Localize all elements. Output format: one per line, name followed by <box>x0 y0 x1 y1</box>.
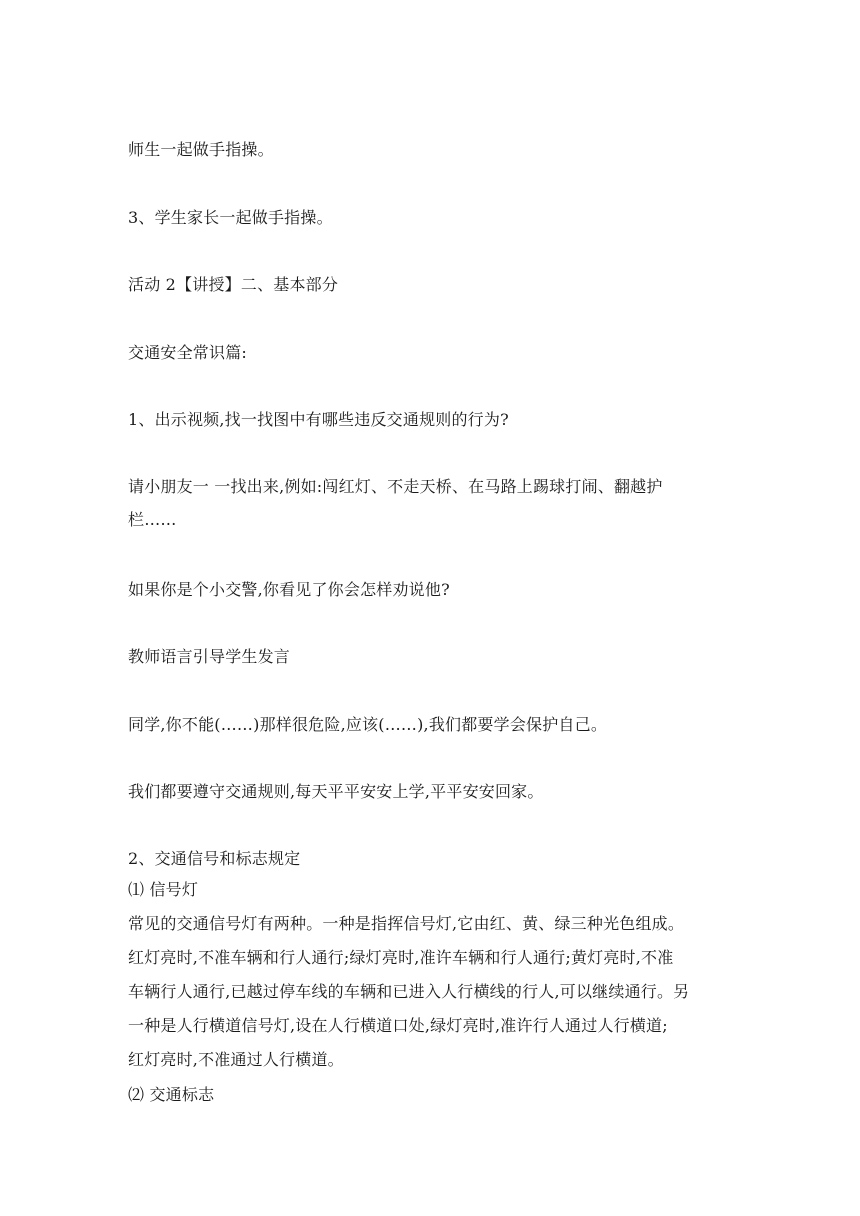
paragraph-signal-lights-line4: 一种是人行横道信号灯,设在人行横道口处,绿灯亮时,准许行人通过人行横道; <box>128 1016 668 1035</box>
paragraph-safety-advice: 同学,你不能(……)那样很危险,应该(……),我们都要学会保护自己。 <box>128 715 608 734</box>
section-heading-activity-2: 活动 2【讲授】二、基本部分 <box>128 275 339 294</box>
section-heading-signals-signs: 2、交通信号和标志规定 <box>128 849 301 868</box>
paragraph-parent-exercise: 3、学生家长一起做手指操。 <box>128 208 333 227</box>
section-heading-traffic-safety: 交通安全常识篇: <box>128 343 247 362</box>
subheading-traffic-signs: ⑵ 交通标志 <box>128 1085 215 1104</box>
paragraph-signal-lights-line5: 红灯亮时,不准通过人行横道。 <box>128 1050 344 1069</box>
subheading-signal-lights: ⑴ 信号灯 <box>128 880 199 899</box>
paragraph-signal-lights-line1: 常见的交通信号灯有两种。一种是指挥信号灯,它由红、黄、绿三种光色组成。 <box>128 914 685 933</box>
paragraph-traffic-police-question: 如果你是个小交警,你看见了你会怎样劝说他? <box>128 580 450 599</box>
paragraph-signal-lights-line3: 车辆行人通行,已越过停车线的车辆和已进入人行横线的行人,可以继续通行。另 <box>128 982 690 1001</box>
paragraph-examples-line2: 栏…… <box>128 510 177 529</box>
paragraph-obey-rules: 我们都要遵守交通规则,每天平平安安上学,平平安安回家。 <box>128 782 544 801</box>
paragraph-teacher-guidance: 教师语言引导学生发言 <box>128 647 291 666</box>
paragraph-finger-exercise: 师生一起做手指操。 <box>128 140 274 159</box>
paragraph-examples-line1: 请小朋友一 一找出来,例如:闯红灯、不走天桥、在马路上踢球打闹、翻越护 <box>128 477 663 496</box>
paragraph-signal-lights-line2: 红灯亮时,不准车辆和行人通行;绿灯亮时,准许车辆和行人通行;黄灯亮时,不准 <box>128 948 674 967</box>
paragraph-video-question: 1、出示视频,找一找图中有哪些违反交通规则的行为? <box>128 410 509 429</box>
